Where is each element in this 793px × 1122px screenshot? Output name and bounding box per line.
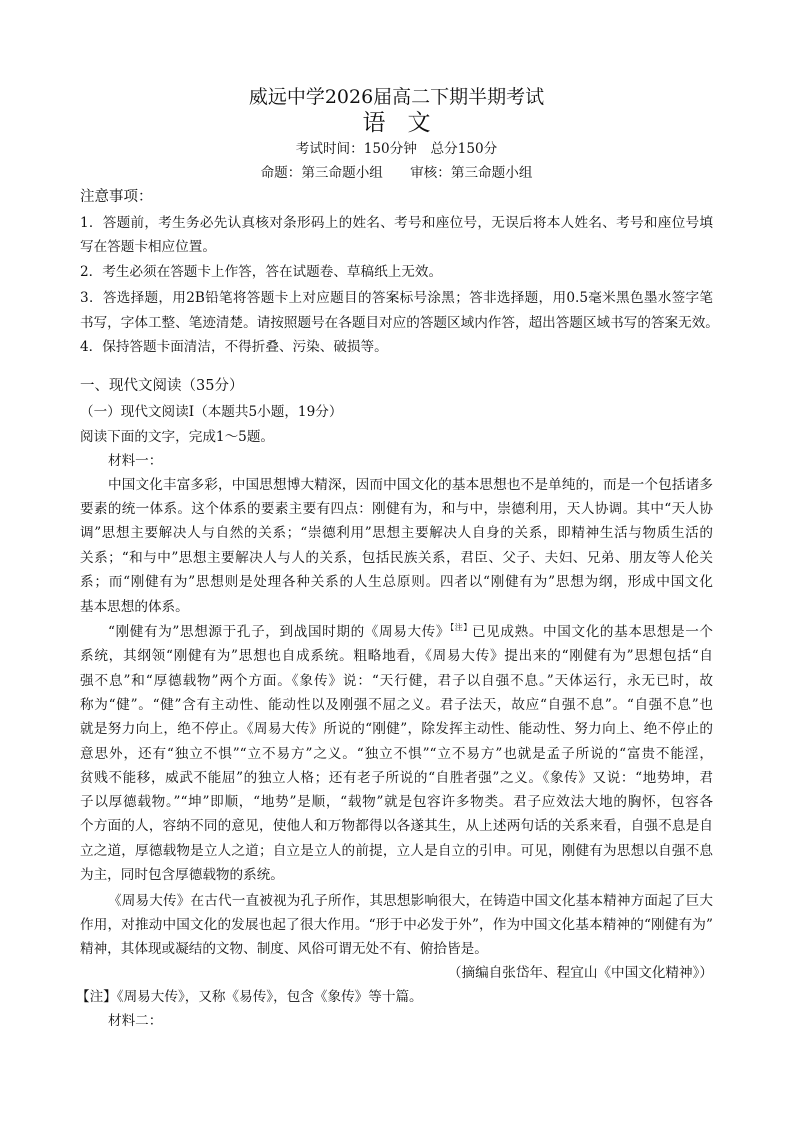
material1-label: 材料一： <box>108 453 163 469</box>
paragraph-line: 意思外，还有“独立不惧”“立不易方”之义。“独立不惧”“立不易方”也就是孟子所说的“富贵不能淫， <box>80 746 713 762</box>
paragraph-line: 系统，其纲领“刚健有为”思想也自成系统。粗略地看，《周易大传》提出来的“刚健有为”思想包括“自 <box>80 648 713 664</box>
paragraph-line: 个方面的人，容纳不同的意见，使他人和万物都得以各遂其生，从上述两句话的关系来看，自强不息是自 <box>80 818 713 834</box>
paragraph-text: 已见成熟。中国文化的基本思想是一个 <box>471 624 714 640</box>
paragraph-line: 精神，其体现或凝结的文物、制度、风俗可谓无处不有、俯拾皆是。 <box>80 941 488 957</box>
paragraph-line: 调”思想主要解决人与自然的关系；“崇德利用”思想主要解决人自身的关系，即精神生活与物质生活的 <box>80 525 713 541</box>
notice-heading: 注意事项： <box>80 189 153 205</box>
notice-line: 写在答题卡相应位置。 <box>80 239 216 255</box>
paragraph-line: 贫贱不能移，威武不能屈”的独立人格；还有老子所说的“自胜者强”之义。《象传》又说：“地势坤，君 <box>80 770 713 786</box>
paragraph-line: 《周易大传》在古代一直被视为孔子所作，其思想影响很大，在铸造中国文化基本精神方面起了巨大 <box>108 893 713 909</box>
exam-info: 考试时间：150分钟 总分150分 <box>295 141 498 157</box>
notice-line: 书写，字体工整、笔迹清楚。请按照题号在各题目对应的答题区域内作答，超出答题区域书写的答案无效。 <box>80 315 719 331</box>
paragraph-line: 中国文化丰富多彩，中国思想博大精深，因而中国文化的基本思想也不是单纯的，而是一个包括诸多 <box>108 477 713 493</box>
notice-line: 2．考生必须在答题卡上作答，答在试题卷、草稿纸上无效。 <box>80 264 443 280</box>
material2-label: 材料二： <box>108 1013 163 1029</box>
section-heading: 一、现代文阅读（35分） <box>80 378 244 394</box>
footnote: 【注】《周易大传》，又称《易传》，包含《象传》等十篇。 <box>76 989 423 1005</box>
source-citation: （摘编自张岱年、程宜山《中国文化精神》） <box>447 965 713 981</box>
paragraph-line: 要素的统一体系。这个体系的要素主要有四点：刚健有为，和与中，崇德利用，天人协调。其中“天人协 <box>80 501 713 517</box>
notice-line: 1．答题前，考生务必先认真核对条形码上的姓名、考号和座位号，无误后将本人姓名、考号和座位号填 <box>80 215 713 231</box>
exam-authors: 命题：第三命题小组 审核：第三命题小组 <box>260 165 533 181</box>
paragraph-line: 系；而“刚健有为”思想则是处理各种关系的人生总原则。四者以“刚健有为”思想为纲，形成中国文化 <box>80 574 713 590</box>
paragraph-line: 关系；“和与中”思想主要解决人与人的关系，包括民族关系，君臣、父子、夫妇、兄弟、朋友等人伦关 <box>80 550 713 566</box>
paragraph-line: 立之道，厚德载物是立人之道；自立是立人的前提，立人是自立的引申。可见，刚健有为思想以自强不息 <box>80 843 713 859</box>
paragraph-line: 强不息”和“厚德载物”两个方面。《象传》说：“天行健，君子以自强不息。”天体运行，永无已时，故 <box>80 673 713 689</box>
paragraph-line: 作用，对推动中国文化的发展也起了很大作用。“形于中必发于外”，作为中国文化基本精神的“刚健有为” <box>80 917 713 933</box>
notice-line: 3．答选择题，用2B铅笔将答题卡上对应题目的答案标号涂黑；答非选择题，用0.5毫米黑色墨水签字笔 <box>80 290 713 306</box>
paragraph-line: 基本思想的体系。 <box>80 599 189 615</box>
paragraph-line: 称为“健”。“健”含有主动性、能动性以及刚强不屈之义。君子法天，故应“自强不息”。“自强不息”也 <box>80 697 713 713</box>
paragraph-line: 就是努力向上，绝不停止。《周易大传》所说的“刚健”，除发挥主动性、能动性、努力向上、绝不停止的 <box>80 721 713 737</box>
section-subheading: （一）现代文阅读Ⅰ（本题共5小题，19分） <box>80 404 343 420</box>
reading-instruction: 阅读下面的文字，完成1～5题。 <box>80 429 275 445</box>
paragraph-line <box>108 623 713 641</box>
subject-title: 语文 <box>362 110 453 136</box>
notice-line: 4．保持答题卡面清洁，不得折叠、污染、破损等。 <box>80 339 388 355</box>
paragraph-text: “刚健有为”思想源于孔子，到战国时期的《周易大传》 <box>108 624 451 640</box>
paragraph-line: 子以厚德载物。”“坤”即顺，“地势”是顺，“载物”就是包容许多物类。君子应效法大地的胸怀，包容各 <box>80 794 713 810</box>
note-marker: 【注】 <box>450 623 472 632</box>
paragraph-line: 为主，同时包含厚德载物的系统。 <box>80 867 284 883</box>
exam-title: 威远中学2026届高二下期半期考试 <box>248 86 545 108</box>
